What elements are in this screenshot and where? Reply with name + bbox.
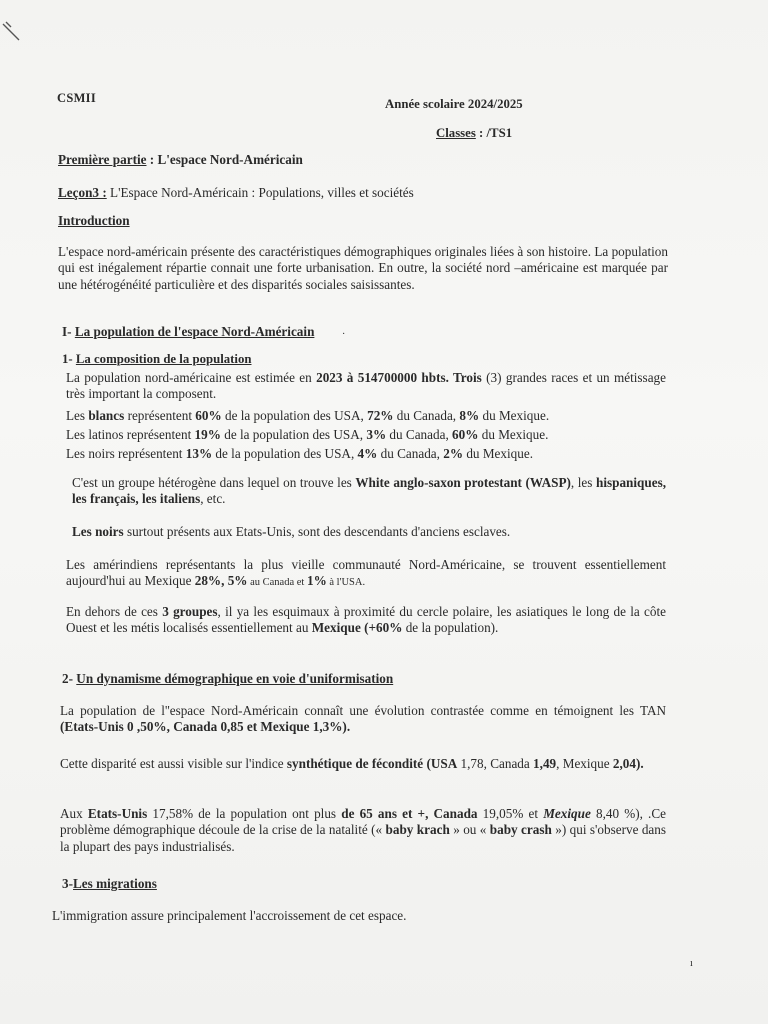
section-2-title: Un dynamisme démographique en voie d'uniformisation	[76, 671, 394, 686]
aging-text-i: » ou «	[449, 822, 490, 838]
aging-text-g: 8,40 %), .Ce problème démographique découle de la crise de la natalité («	[60, 806, 666, 838]
groups-text-c: , il ya les esquimaux à proximité du cercle polaire, les asiatiques le long de la côte Ouest et les métis localisés essentiellement au	[66, 604, 667, 636]
latinos-text-e: du Canada,	[386, 427, 453, 442]
blacks-text-e: du Canada,	[377, 446, 444, 461]
lesson-title	[58, 185, 414, 201]
migration-paragraph: L'immigration assure principalement l'accroissement de cet espace.	[52, 908, 407, 923]
whites-label: blancs	[88, 408, 125, 423]
three-groups-label: 3 groupes	[162, 604, 218, 619]
aging-text-k: ») qui s'observe dans la plupart des pays industrialisés.	[60, 822, 667, 854]
blacks-description: surtout présents aux Etats-Unis, sont des descendants d'anciens esclaves.	[123, 524, 511, 539]
classes-line	[436, 125, 512, 141]
fertility-label: synthétique de fécondité (USA	[286, 756, 458, 771]
section-1-title: La population de l'espace Nord-Américain	[74, 324, 315, 339]
stray-dot: ·	[342, 329, 346, 340]
lesson-label: Leçon3 :	[58, 185, 107, 200]
other-groups-label: hispaniques, les français, les italiens	[72, 475, 666, 507]
amerindians-text: Les amérindiens représentants la plus vieille communauté Nord-Américaine, se trouvent essentiellement aujourd'hui au Mexique	[66, 557, 666, 589]
aging-usa-label: Etats-Unis	[87, 806, 148, 821]
fertility-mexico: 2,04).	[612, 756, 644, 771]
blacks-text-g: du Mexique.	[463, 446, 533, 461]
heterogeneous-group-paragraph	[72, 475, 666, 508]
introduction-paragraph: L'espace nord-américain présente des caractéristiques démographiques originales liées à son histoire. La population qui est inégalement répartie connait une forte urbanisation. En outre, la société nord –américaine est marquée par une hétérogénéité particulière et des disparités sociales saisissantes.	[58, 244, 668, 292]
part-text: : L'espace Nord-Américain	[146, 152, 303, 167]
latinos-text-c: de la population des USA,	[220, 427, 367, 442]
part-title	[58, 152, 303, 168]
amerindians-mexico-canada-pct: 28%, 5%	[194, 573, 248, 589]
section-2-number: 2-	[62, 671, 77, 686]
fertility-text-a: Cette disparité est aussi visible sur l'indice	[60, 756, 287, 771]
classes-value: : /TS1	[475, 126, 513, 140]
aging-mexico-label: Mexique	[543, 806, 591, 821]
mexico-metis-pct: Mexique (+60%	[311, 620, 403, 636]
fertility-text-e: , Mexique	[556, 756, 613, 771]
groups-text-e: de la population).	[402, 620, 499, 636]
section-1-number: I-	[62, 324, 75, 339]
amerindians-canada-text: au Canada et	[247, 577, 307, 589]
amerindians-usa-pct: 1%	[306, 573, 327, 589]
whites-text-i: du Mexique.	[479, 408, 550, 423]
aging-paragraph	[60, 806, 666, 855]
wasp-label: White anglo-saxon protestant (WASP)	[355, 475, 571, 490]
tan-paragraph	[60, 703, 666, 736]
other-groups-paragraph	[66, 604, 666, 637]
whites-line	[66, 408, 676, 424]
part-label: Première partie	[58, 152, 147, 167]
tan-figures: (Etats-Unis 0 ,50%, Canada 0,85 et Mexique 1,3%).	[60, 719, 351, 735]
group-text-e: , etc.	[200, 491, 226, 507]
population-figure: 2023 à 514700000 hbts. Trois	[316, 370, 482, 385]
latinos-line	[66, 427, 676, 443]
aging-text-a: Aux	[60, 806, 88, 821]
section-3-number: 3-	[62, 876, 73, 891]
school-year: Année scolaire 2024/2025	[385, 97, 523, 111]
blacks-label: Les noirs	[72, 524, 124, 539]
group-text-c: , les	[570, 475, 596, 490]
fertility-paragraph	[60, 756, 666, 772]
blacks-line	[66, 446, 676, 462]
blacks-text-a: Les noirs représentent	[66, 446, 186, 461]
subsection-1-number: 1-	[62, 352, 76, 366]
introduction-heading: Introduction	[58, 213, 130, 228]
latinos-text-g: du Mexique.	[478, 427, 549, 442]
amerindians-paragraph	[66, 557, 666, 592]
amerindians-usa-text: à l'USA.	[326, 577, 366, 589]
latinos-mexico-pct: 60%	[452, 427, 479, 442]
whites-text-g: du Canada,	[393, 408, 460, 423]
subsection-1-heading	[62, 351, 252, 367]
baby-crash-label: baby crash	[489, 822, 552, 838]
section-3-title: Les migrations	[73, 876, 157, 891]
whites-mexico-pct: 8%	[459, 408, 480, 423]
fertility-canada: 1,49	[533, 756, 557, 771]
section-2-heading	[62, 671, 393, 687]
whites-text-e: de la population des USA,	[221, 408, 368, 423]
fertility-text-c: 1,78, Canada	[457, 756, 534, 771]
population-paragraph	[66, 370, 666, 403]
whites-canada-pct: 72%	[367, 408, 394, 423]
lesson-text: L'Espace Nord-Américain : Populations, villes et sociétés	[106, 185, 414, 200]
population-text-end: (3) grandes races et un métissage très important la composent.	[66, 370, 666, 402]
latinos-text-a: Les latinos représentent	[66, 427, 195, 442]
latinos-usa-pct: 19%	[194, 427, 221, 442]
baby-krach-label: baby krach	[385, 822, 450, 838]
aging-text-c: 17,58% de la population ont plus	[147, 806, 342, 821]
section-3-heading	[62, 876, 157, 892]
school-name: CSMII	[57, 91, 97, 105]
section-1-heading	[62, 324, 314, 340]
groups-text-a: En dehors de ces	[66, 604, 163, 619]
blacks-text-c: de la population des USA,	[212, 446, 358, 461]
whites-text-a: Les	[66, 408, 89, 423]
whites-text-c: représentent	[124, 408, 196, 423]
blacks-paragraph	[72, 524, 672, 540]
blacks-usa-pct: 13%	[185, 446, 213, 461]
population-text: La population nord-américaine est estimée en	[66, 370, 317, 385]
tan-text: La population de l''espace Nord-Américain connaît une évolution contrastée comme en témoignent les TAN	[60, 703, 666, 718]
blacks-mexico-pct: 2%	[443, 446, 464, 461]
whites-usa-pct: 60%	[195, 408, 222, 423]
blacks-canada-pct: 4%	[357, 446, 378, 461]
group-text-a: C'est un groupe hétérogène dans lequel on trouve les	[72, 475, 356, 490]
pen-mark-icon	[2, 18, 24, 44]
subsection-1-title: La composition de la population	[75, 352, 252, 366]
stray-tick: ı	[690, 958, 693, 969]
classes-label: Classes	[436, 126, 476, 140]
aging-text-e: 19,05% et	[477, 806, 544, 821]
aging-canada-label: de 65 ans et +, Canada	[341, 806, 478, 821]
latinos-canada-pct: 3%	[366, 427, 387, 442]
